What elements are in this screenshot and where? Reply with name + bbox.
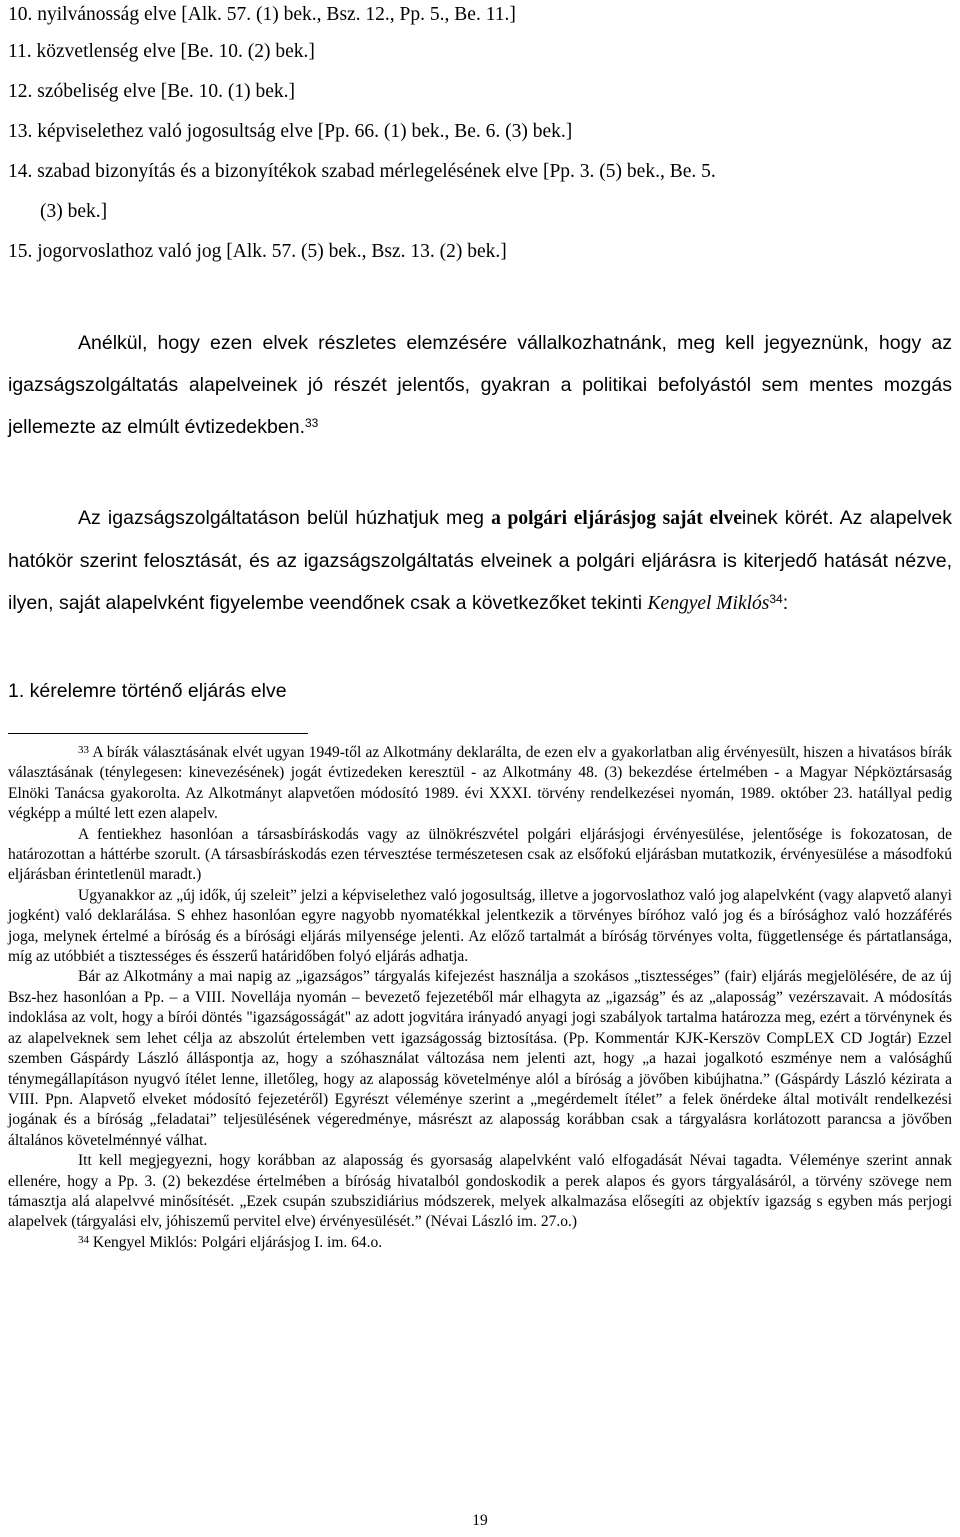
- footnote-34-text: Kengyel Miklós: Polgári eljárásjog I. im. 64.o.: [92, 1233, 383, 1251]
- list-item: 11. közvetlenség elve [Be. 10. (2) bek.]: [8, 41, 315, 62]
- footnote-separator: [8, 733, 308, 734]
- body-paragraph-1: [8, 322, 952, 448]
- footnote-33: [8, 743, 952, 1253]
- paragraph-text: :: [782, 592, 789, 614]
- footnote-paragraph: Itt kell megjegyezni, hogy korábban az alaposság és gyorsaság alapelvként való elfogadását Névai tagadta. Véleménye szerint annak ellenére, hogy a Pp. 3. (2) bekezdése értelmében a bíróság hivatalból gondoskodik a perek alapos és gyors tárgyalásáról, a törvény szövege nem támasztja alá alapelvvé minősítését. „Ezek csupán szubszidiárius módszerek, melyek alkalmazása elősegíti az objektív igazság s egyben más perjogi alapelvek (tárgyalási elv, jóhiszemű pervitel elve) érvényesülését.” (Névai László im. 27.o.): [8, 1152, 952, 1231]
- footnote-paragraph: A fentiekhez hasonlóan a társasbíráskodás vagy az ülnökrészvétel polgári eljárásjogi érvényesülése, jelentősége is fokozatosan, de határozottan a háttérbe szorult. (A társasbíráskodás ezen térvesztése természetesen csak az elsőfokú eljárásban mutatkozik, érvényesülése a másodfokú eljárásban érintetlenül maradt.): [8, 825, 952, 884]
- list-item: 14. szabad bizonyítás és a bizonyítékok szabad mérlegelésének elve [Pp. 3. (5) bek., Be. 5.: [8, 161, 716, 182]
- footnote-paragraph: Ugyanakkor az „új idők, új szeleit” jelzi a képviselethez való jogosultság, illetve a jogorvoslathoz való jog alapelvként (vagy alapvető alanyi jogként) való deklarálása. S ehhez hasonlóan egyre nagyobb nyomatékkal jelentkezik a törvényes bíróhoz való jog és a bírósághoz való hozzáférés joga, melynek értelmé a bíróság és a bírósági eljárás milyensége jelenti. Az előző tartalmát a bíróság törvényes volta, függetlensége és pártatlansága, míg az utóbbiét a tisztességes és ésszerű határidőben folyó eljárás adhatja.: [8, 886, 952, 966]
- emphasis-civil-procedure-principles: a polgári eljárásjog saját elve: [491, 508, 742, 529]
- footnote-ref-33[interactable]: 33: [305, 416, 319, 430]
- body-paragraph-2: [8, 497, 952, 625]
- author-name: Kengyel Miklós: [647, 593, 770, 614]
- paragraph-text: Az igazságszolgáltatáson belül húzhatjuk meg: [78, 507, 492, 529]
- list-item: 10. nyilvánosság elve [Alk. 57. (1) bek., Bsz. 12., Pp. 5., Be. 11.]: [8, 4, 516, 25]
- list-item-continuation: (3) bek.]: [40, 201, 108, 222]
- paragraph-text: inek körét. Az alapelvek hatókör szerint felosztását, és az igazságszolgáltatás elveinek a polgári eljárásra is kiterjedő hatását nézve, ilyen, saját alapelvként figyelembe veendőnek csak a következőket tekinti: [8, 507, 952, 614]
- list-item: 12. szóbeliség elve [Be. 10. (1) bek.]: [8, 81, 295, 102]
- paragraph-text: Anélkül, hogy ezen elvek részletes elemzésére vállalkozhatnánk, meg kell jegyeznünk, hogy az igazságszolgáltatás alapelveinek jó részét jelentős, gyakran a politikai befolyástól sem mentes mozgás jellemezte az elmúlt évtizedekben.: [8, 332, 952, 438]
- page-number: 19: [472, 1512, 488, 1529]
- footnote-paragraph: Bár az Alkotmány a mai napig az „igazságos” tárgyalás kifejezést használja a szokásos „tisztességes” (fair) eljárás megjelölésére, de az új Bsz-hez hasonlóan a Pp. – a VIII. Novellája nyomán – bevezető fejezetéből már elhagyta az „igazság” és az „alaposság” vezérszavait. A módosítás indoklása az volt, hogy a bírói döntés "igazságosságát" az adott jogvitára irányadó anyagi jogi szabályok tartalma határozza meg, ezért a törvénynek és az alapelveknek sem lehet célja az abszolút értelemben vett igazságosság biztosítása. (Pp. Kommentár KJK-Kerszöv CompLEX CD Jogtár) Ezzel szemben Gáspárdy László álláspontja az, hogy a szóhasználat változása nem jelenti azt, hogy „a hazai jogalkotó eszménye nem a valósághű ténymegállapításon nyugvó ítélet lenne, illetőleg, hogy az alaposság követelménye alól a bíróság a jövőben kibújhatna.” (Gáspárdy László kézirata a VIII. Ppn. Alapvető elveket módosító fejezetéről) Egyrészt véleménye szerint a „megérdemelt ítélet” a felek önérdeke által motivált rendelkezési jogának és a bíróság „feladatai” teljesülésének végeredménye, másrészt az alaposság korábban csak a tárgyalásra korlátozott parancsa a jövőben általános követelménnyé válhat.: [8, 968, 952, 1149]
- footnote-number: 34: [78, 1233, 89, 1246]
- list-item: 15. jogorvoslathoz való jog [Alk. 57. (5) bek., Bsz. 13. (2) bek.]: [8, 241, 507, 262]
- list-item-after: 1. kérelemre történő eljárás elve: [8, 680, 287, 702]
- footnote-paragraph: A bírák választásának elvét ugyan 1949-től az Alkotmány deklarálta, de ezen elv a gyakorlatban alig érvényesült, hiszen a hivatásos bírák választásának (ténylegesen: kinevezésének) jogát évtizedeken keresztül - az Alkotmány 48. (3) bekezdése értelmében - a Magyar Népköztársaság Elnöki Tanácsa gyakorolta. Az Alkotmányt alapvetően módosító 1989. évi XXXI. törvény rendelkezései nyomán, 1989. október 23. hatállyal pedig végképp a múlté lett ezen alapelv.: [8, 744, 953, 823]
- list-item: 13. képviselethez való jogosultság elve [Pp. 66. (1) bek., Be. 6. (3) bek.]: [8, 121, 573, 142]
- footnote-number: 33: [78, 744, 89, 756]
- footnote-ref-34[interactable]: 34: [769, 592, 783, 606]
